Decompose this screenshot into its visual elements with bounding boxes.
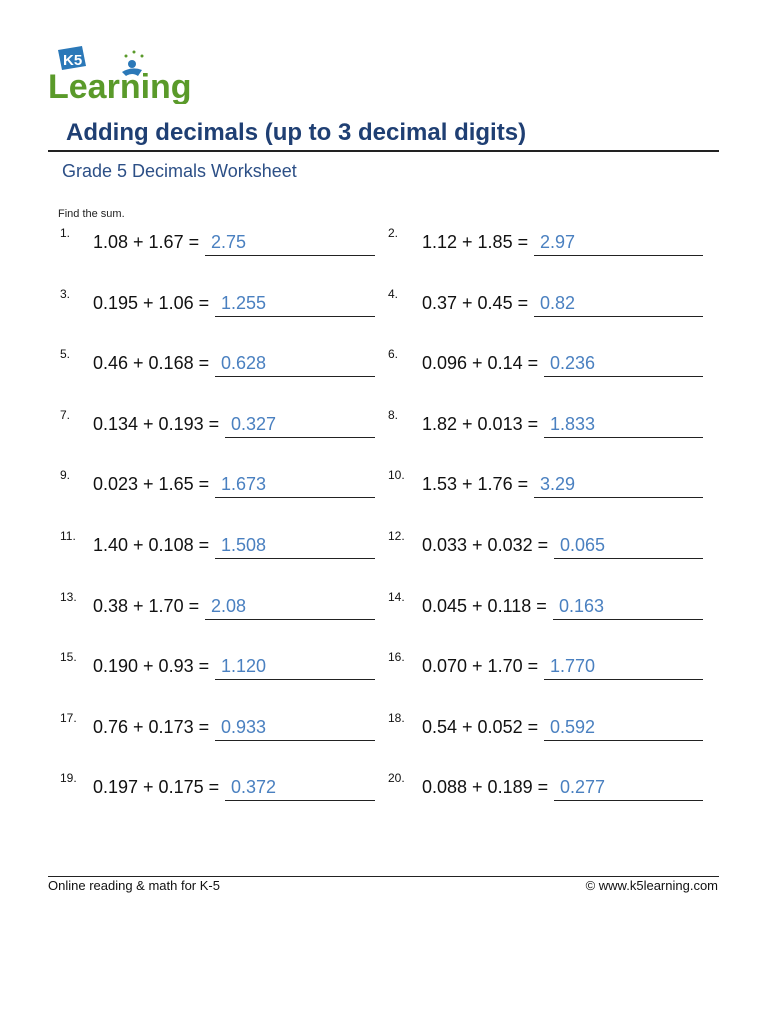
answer-field[interactable]: 1.508: [215, 535, 375, 559]
logo-badge-icon: [58, 46, 86, 70]
problem-number: 3.: [60, 287, 71, 301]
footer-tagline: Online reading & math for K-5: [48, 878, 220, 893]
title-divider: [48, 150, 719, 152]
problem-expression: 0.023 + 1.65 =: [93, 474, 210, 494]
problem-number: 19.: [60, 771, 77, 785]
answer-field[interactable]: 2.08: [205, 596, 375, 620]
problem-item: [388, 590, 703, 624]
problem-expression: 0.033 + 0.032 =: [422, 535, 549, 555]
problem-item: [388, 287, 703, 321]
problem-item: [388, 650, 703, 684]
problem-number: 12.: [388, 529, 405, 543]
problem-number: 20.: [388, 771, 405, 785]
problem-number: 15.: [60, 650, 77, 664]
answer-field[interactable]: 0.628: [215, 353, 375, 377]
worksheet-subtitle: Grade 5 Decimals Worksheet: [62, 161, 297, 181]
problem-item: [388, 468, 703, 502]
problem-expression: 0.088 + 0.189 =: [422, 777, 549, 797]
answer-field[interactable]: 2.75: [205, 232, 375, 256]
problem-number: 8.: [388, 408, 399, 422]
problem-expression: 0.38 + 1.70 =: [93, 596, 200, 616]
problem-expression: 0.46 + 0.168 =: [93, 353, 210, 373]
worksheet-title: Adding decimals (up to 3 decimal digits): [66, 119, 527, 146]
problem-number: 5.: [60, 347, 71, 361]
logo-wordmark: Learning: [48, 68, 191, 104]
answer-field[interactable]: 0.277: [554, 777, 703, 801]
logo-badge-text: K5: [63, 52, 83, 69]
problem-number: 18.: [388, 711, 405, 725]
problem-item: [60, 468, 375, 502]
problem-item: [388, 711, 703, 745]
problem-item: [60, 650, 375, 684]
problem-item: [388, 347, 703, 381]
problem-number: 13.: [60, 590, 77, 604]
problem-expression: 0.070 + 1.70 =: [422, 656, 539, 676]
problem-number: 14.: [388, 590, 405, 604]
problem-item: [60, 529, 375, 563]
problem-item: [60, 408, 375, 442]
problem-number: 9.: [60, 468, 71, 482]
problem-item: [60, 347, 375, 381]
problem-item: [388, 771, 703, 805]
answer-field[interactable]: 0.82: [534, 293, 703, 317]
answer-field[interactable]: 1.120: [215, 656, 375, 680]
answer-field[interactable]: 1.255: [215, 293, 375, 317]
problem-expression: 1.08 + 1.67 =: [93, 232, 200, 252]
answer-field[interactable]: 3.29: [534, 474, 703, 498]
footer-divider: [48, 876, 719, 877]
problem-item: [60, 287, 375, 321]
problem-expression: 0.37 + 0.45 =: [422, 293, 529, 313]
answer-field[interactable]: 0.592: [544, 717, 703, 741]
problem-item: [388, 226, 703, 260]
problem-item: [60, 590, 375, 624]
problem-expression: 0.54 + 0.052 =: [422, 717, 539, 737]
problem-expression: 1.12 + 1.85 =: [422, 232, 529, 252]
answer-field[interactable]: 1.770: [544, 656, 703, 680]
problem-expression: 1.40 + 0.108 =: [93, 535, 210, 555]
problem-item: [60, 711, 375, 745]
problem-number: 4.: [388, 287, 399, 301]
answer-field[interactable]: 0.327: [225, 414, 375, 438]
k5-learning-logo: [46, 42, 191, 104]
problem-number: 16.: [388, 650, 405, 664]
problem-number: 2.: [388, 226, 399, 240]
problem-expression: 0.190 + 0.93 =: [93, 656, 210, 676]
instruction-text: Find the sum.: [58, 208, 125, 220]
problem-expression: 1.53 + 1.76 =: [422, 474, 529, 494]
answer-field[interactable]: 1.673: [215, 474, 375, 498]
problem-item: [60, 226, 375, 260]
footer-website: © www.k5learning.com: [585, 878, 718, 893]
answer-field[interactable]: 1.833: [544, 414, 703, 438]
problem-number: 10.: [388, 468, 405, 482]
answer-field[interactable]: 0.065: [554, 535, 703, 559]
problem-expression: 1.82 + 0.013 =: [422, 414, 539, 434]
answer-field[interactable]: 0.236: [544, 353, 703, 377]
problem-number: 11.: [60, 529, 76, 543]
problem-item: [388, 529, 703, 563]
answer-field[interactable]: 0.163: [553, 596, 703, 620]
problem-expression: 0.045 + 0.118 =: [422, 596, 547, 616]
problem-expression: 0.096 + 0.14 =: [422, 353, 539, 373]
answer-field[interactable]: 0.372: [225, 777, 375, 801]
problem-item: [388, 408, 703, 442]
problem-number: 7.: [60, 408, 71, 422]
answer-field[interactable]: 0.933: [215, 717, 375, 741]
problem-expression: 0.195 + 1.06 =: [93, 293, 210, 313]
problem-number: 6.: [388, 347, 399, 361]
problem-expression: 0.76 + 0.173 =: [93, 717, 210, 737]
problem-number: 17.: [60, 711, 77, 725]
answer-field[interactable]: 2.97: [534, 232, 703, 256]
problem-expression: 0.134 + 0.193 =: [93, 414, 220, 434]
problem-expression: 0.197 + 0.175 =: [93, 777, 220, 797]
problem-number: 1.: [60, 226, 71, 240]
problem-item: [60, 771, 375, 805]
